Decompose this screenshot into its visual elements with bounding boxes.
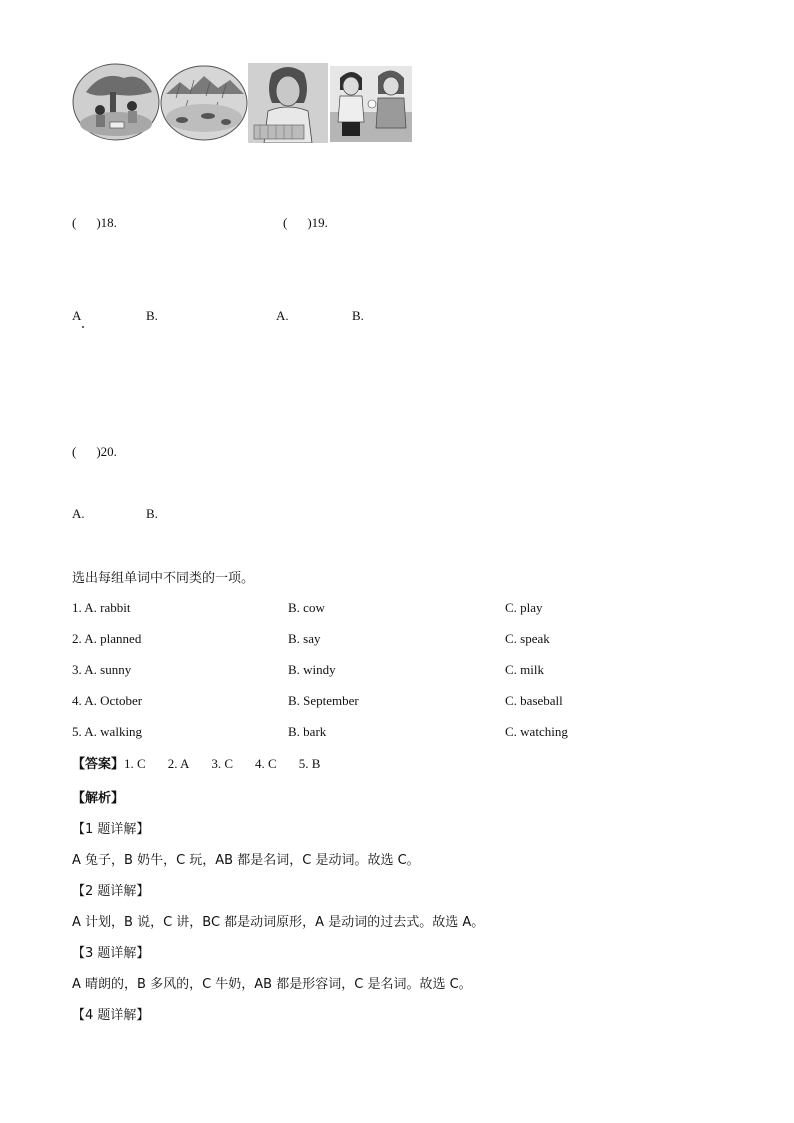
q19-number: )19. (307, 215, 328, 230)
vocab-row-4-b: B. September (288, 693, 359, 708)
q20-option-b: B. (146, 506, 158, 521)
vocab-row-1-b: B. cow (288, 600, 325, 615)
q18-number: )18. (96, 215, 117, 230)
answer-2: 2. A (167, 756, 190, 771)
q18-option-a: A (72, 308, 82, 323)
q19-row (283, 215, 328, 231)
two-women-talking-image (330, 66, 412, 142)
analysis-q3-title: 【3 题详解】 (72, 946, 150, 961)
vocab-row-2-b: B. say (288, 631, 321, 646)
woman-at-piano-image (248, 63, 328, 143)
answer-3: 3. C (211, 756, 234, 771)
picnic-scene-image (72, 62, 160, 142)
analysis-q3-text: A 晴朗的，B 多风的，C 牛奶，AB 都是形容词，C 是名词。故选 C。 (72, 977, 472, 992)
q19-option-a: A. (276, 308, 289, 323)
answer-5: 5. B (298, 756, 321, 771)
q18-open-paren: ( (72, 215, 77, 230)
analysis-q2-text: A 计划，B 说，C 讲，BC 都是动词原形，A 是动词的过去式。故选 A。 (72, 915, 485, 930)
answer-row (72, 756, 320, 773)
vocab-row-3-a: 3. A. sunny (72, 662, 132, 677)
q19-option-b: B. (352, 308, 364, 323)
q18-dot-mark (82, 326, 84, 328)
vocab-row-2-a: 2. A. planned (72, 631, 142, 646)
q19-open-paren: ( (283, 215, 288, 230)
vocab-row-4-a: 4. A. October (72, 693, 143, 708)
analysis-label: 【解析】 (72, 791, 125, 806)
q18-option-b: B. (146, 308, 158, 323)
q18-row (72, 215, 117, 231)
vocab-row-2-c: C. speak (505, 631, 550, 646)
analysis-q1-title: 【1 题详解】 (72, 822, 150, 837)
q20-number: )20. (96, 444, 117, 459)
analysis-q4-title: 【4 题详解】 (72, 1008, 150, 1023)
q20-option-a: A. (72, 506, 85, 521)
vocab-row-3-b: B. windy (288, 662, 336, 677)
answer-1: 1. C (124, 756, 146, 771)
vocab-row-5-b: B. bark (288, 724, 327, 739)
answer-label: 【答案】 (72, 757, 125, 772)
analysis-q2-title: 【2 题详解】 (72, 884, 150, 899)
q20-open-paren: ( (72, 444, 77, 459)
vocab-row-1-c: C. play (505, 600, 543, 615)
q20-row (72, 444, 117, 460)
vocab-instruction: 选出每组单词中不同类的一项。 (72, 571, 255, 586)
vocab-row-4-c: C. baseball (505, 693, 563, 708)
rainy-lake-scene-image (160, 64, 248, 142)
vocab-row-1-a: 1. A. rabbit (72, 600, 131, 615)
analysis-q1-text: A 兔子，B 奶牛，C 玩，AB 都是名词，C 是动词。故选 C。 (72, 853, 420, 868)
vocab-row-3-c: C. milk (505, 662, 545, 677)
answer-4: 4. C (255, 756, 277, 771)
vocab-row-5-c: C. watching (505, 724, 568, 739)
vocab-row-5-a: 5. A. walking (72, 724, 143, 739)
